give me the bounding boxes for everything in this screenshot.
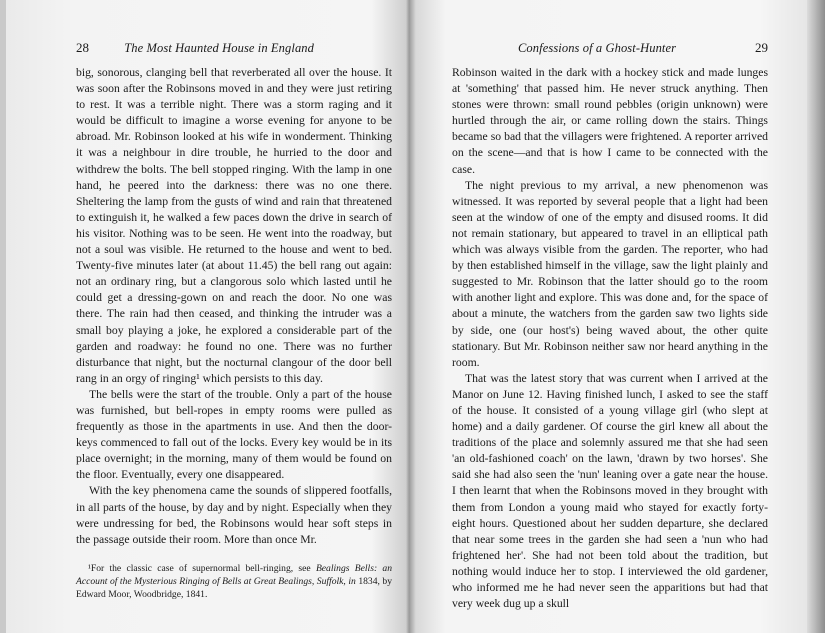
footnote-marker: ¹ — [88, 562, 91, 574]
paragraph: That was the latest story that was current when I arrived at the Manor on June 12. Having finished lunch, I asked to see the staff of the house. It consisted of a young village girl (who slept at home) and a daily gardener. Of course the girl knew all about the traditions of the place and solemnly assured me that she had seen 'an old-fashioned coach' on the lawn, 'drawn by two horses'. She said she had also seen the 'nun' leaning over a gate near the house. I then learnt that when the Robinsons moved in they brought with them from London a young maid who stayed for exactly forty-eight hours. Questioned about her sudden departure, she declared that near some trees in the garden she had seen a 'nun who had frightened her'. She had not been told about the tradition, but nothing would induce her to stop. I interviewed the old gardener, who informed me he had never seen the apparitions but had that very week dug up a skull — [452, 371, 768, 611]
paragraph: big, sonorous, clanging bell that reverberated all over the house. It was soon after the Robinsons moved in and they were just retiring to rest. It was a terrible night. There was a storm raging and it would be difficult to imagine a worse evening for anyone to be abroad. Mr. Robinson looked at his wife in wonderment. Thinking it was a neighbour in dire trouble, he hurried to the door and withdrew the bolts. The bell stopped ringing. With the lamp in one hand, he peered into the darkness: there was no one there. Sheltering the lamp from the gusts of wind and rain that threatened to extinguish it, he walked a few paces down the drive in search of his visitor. Nothing was to be seen. He went into the roadway, but not a soul was visible. He returned to the house and went to bed. Twenty-five minutes later (at about 11.45) the bell rang out again: not an ordinary ring, but a clangorous solo which lasted until he could get a dressing-gown on and reach the door. No one was there. The rain had then ceased, and thinking the intruder was a small boy playing a joke, he explored a considerable part of the garden and roadway: he found no one. There was no further disturbance that night, but the nocturnal clangour of the door bell rang in an orgy of ringing¹ which persists to this day. — [76, 66, 392, 385]
right-running-head — [452, 40, 768, 60]
page-number: 28 — [76, 40, 89, 55]
page-number: 29 — [755, 40, 768, 55]
running-title: Confessions of a Ghost-Hunter — [518, 41, 677, 55]
footnote — [76, 562, 392, 601]
right-page — [452, 40, 768, 612]
left-page-edge — [0, 0, 6, 633]
footnote-text: For the classic case of supernormal bell-ringing, see — [90, 562, 316, 574]
paragraph: The bells were the start of the trouble. Only a part of the house was furnished, but bell-ropes in empty rooms were pulled as frequently as those in the apartments in use. And then the door-keys commenced to fall out of the locks. Every key would be in its place overnight; in the morning, many of them would be found on the floor. Eventually, every one disappeared. — [76, 387, 392, 482]
running-title: The Most Haunted House in England — [124, 41, 314, 55]
left-page — [76, 40, 392, 601]
paragraph: Robinson waited in the dark with a hockey stick and made lunges at 'something' that passed him. He never struck anything. Then stones were thrown: small round pebbles (origin unknown) were hurtled through the air, or came rolling down the stairs. Things became so bad that the villagers were frightened. A reporter arrived on the scene—and that is how I came to be connected with the case. — [452, 66, 768, 176]
footnote-text-end: 1834, by Edward Moor, Woodbridge, 1841. — [76, 575, 393, 600]
left-running-head — [76, 40, 392, 60]
paragraph: With the key phenomena came the sounds of slippered footfalls, in all parts of the house, by day and by night. Especially when they were undressing for bed, the Robinsons would hear soft steps in the passage outside their room. More than once Mr. — [76, 484, 392, 546]
paragraph: The night previous to my arrival, a new phenomenon was witnessed. It was reported by several people that a light had been seen at the window of one of the empty and disused rooms. It did not remain stationary, but appeared to travel in an elliptical path which was always visible from the garden. The reporter, who had by then established himself in the village, saw the light plainly and suggested to Mr. Robinson that the latter should go to the room with another light and explore. This was done and, for the space of about a minute, the watchers from the garden saw two lights side by side, one (our host's) being waved about, the other quite stationary. But Mr. Robinson neither saw nor heard anything in the room. — [452, 178, 768, 369]
footnote-citation-title: Bealings Bells: an Account of the Mysterious Ringing of Bells at Great Bealings, Suffolk, in — [76, 562, 392, 587]
right-page-edge — [807, 0, 825, 633]
